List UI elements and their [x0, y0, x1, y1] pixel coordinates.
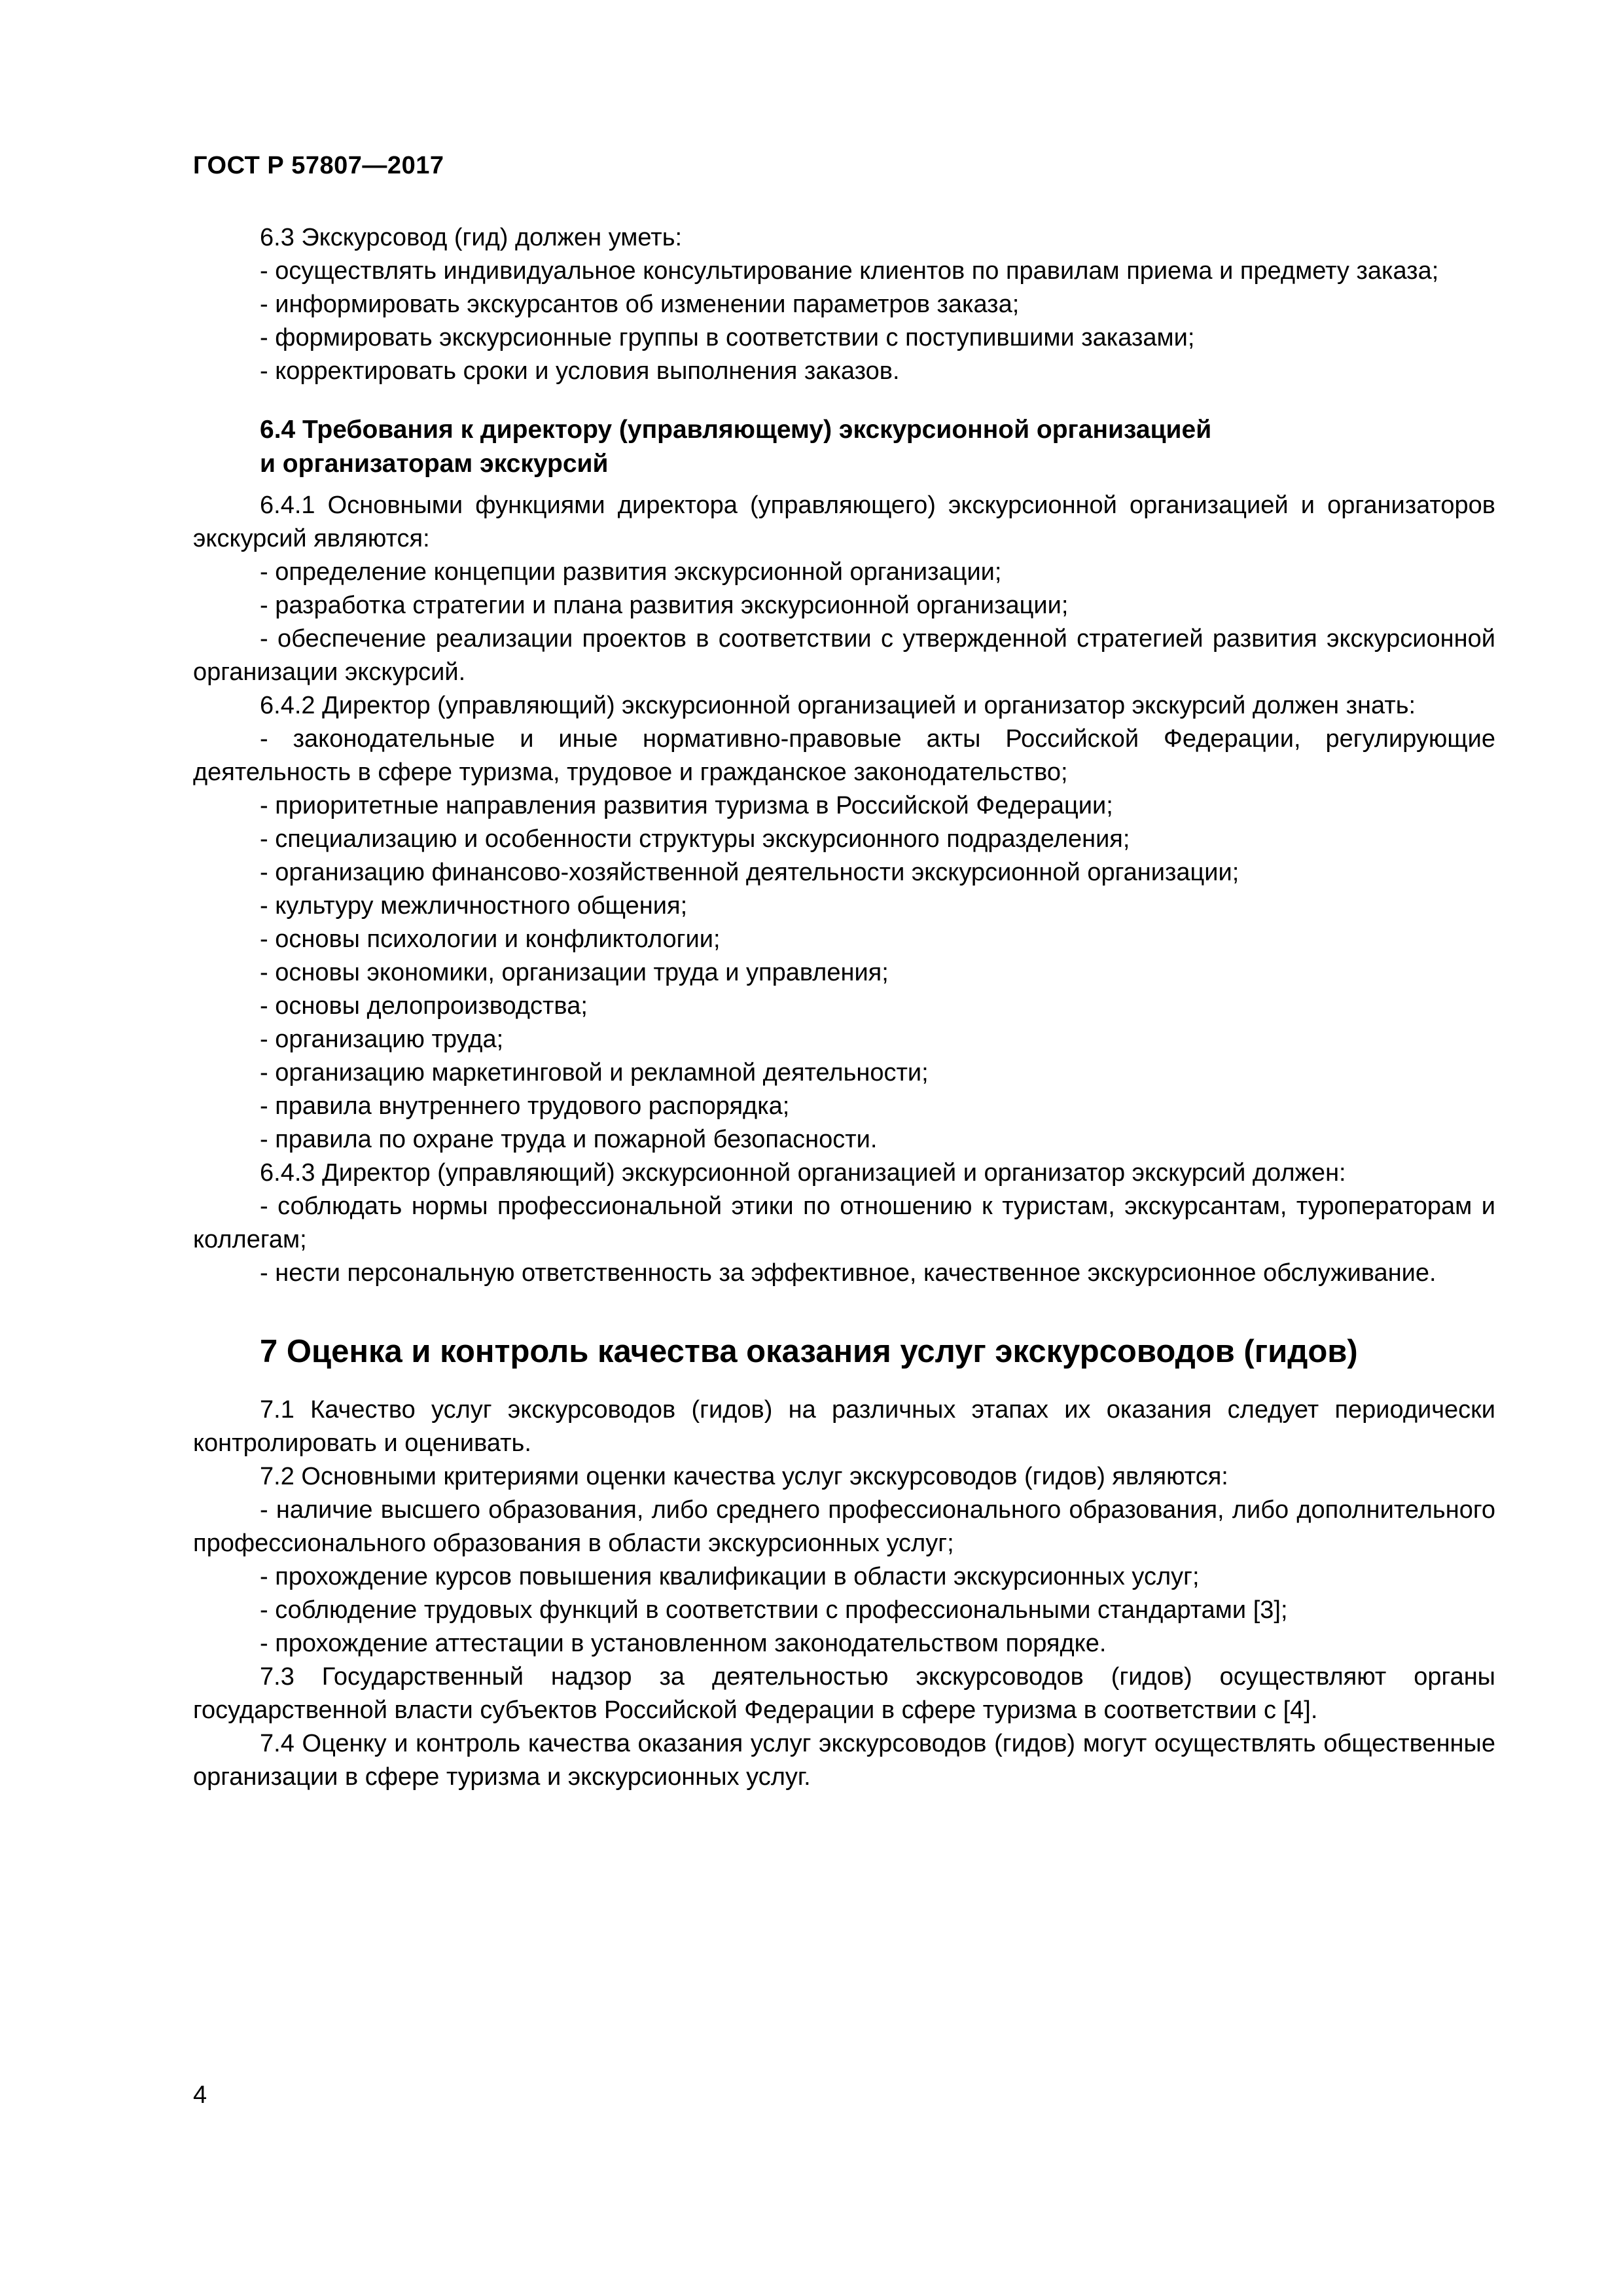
- list-item: - соблюдать нормы профессиональной этики по отношению к туристам, экскурсантам, туроператорам и коллегам;: [193, 1193, 1495, 1253]
- list-item: - корректировать сроки и условия выполнения заказов.: [260, 357, 900, 385]
- list-item: - организацию труда;: [260, 1026, 504, 1053]
- paragraph-7-2-intro: 7.2 Основными критериями оценки качества услуг экскурсоводов (гидов) являются:: [260, 1463, 1228, 1490]
- list-item: - организацию маркетинговой и рекламной деятельности;: [260, 1059, 929, 1086]
- list-item: - основы экономики, организации труда и управления;: [260, 959, 889, 986]
- list-item: - прохождение курсов повышения квалификации в области экскурсионных услуг;: [260, 1563, 1200, 1590]
- paragraph-7-4: 7.4 Оценку и контроль качества оказания услуг экскурсоводов (гидов) могут осуществлять общественные организации в сфере туризма и экскурсионных услуг.: [193, 1730, 1495, 1791]
- section-6-4-heading-line1: 6.4 Требования к директору (управляющему) экскурсионной организацией: [260, 416, 1212, 444]
- paragraph-7-1: 7.1 Качество услуг экскурсоводов (гидов) на различных этапах их оказания следует периодически контролировать и оценивать.: [193, 1396, 1495, 1457]
- list-item: - обеспечение реализации проектов в соответствии с утвержденной стратегией развития экскурсионной организации экскурсий.: [193, 625, 1495, 686]
- section-6-4-heading-line2: и организаторам экскурсий: [260, 450, 609, 478]
- list-item: - правила по охране труда и пожарной безопасности.: [260, 1126, 878, 1153]
- list-item: - осуществлять индивидуальное консультирование клиентов по правилам приема и предмету заказа;: [260, 257, 1439, 285]
- list-item: - нести персональную ответственность за эффективное, качественное экскурсионное обслуживание.: [260, 1259, 1436, 1287]
- document-body: [193, 221, 1495, 1794]
- list-item: - информировать экскурсантов об изменении параметров заказа;: [260, 291, 1020, 318]
- list-item: - правила внутреннего трудового распорядка;: [260, 1092, 790, 1120]
- list-item: - приоритетные направления развития туризма в Российской Федерации;: [260, 792, 1113, 819]
- list-item: - разработка стратегии и плана развития экскурсионной организации;: [260, 592, 1069, 619]
- paragraph-6-3-intro: 6.3 Экскурсовод (гид) должен уметь:: [260, 224, 683, 251]
- paragraph-7-3: 7.3 Государственный надзор за деятельностью экскурсоводов (гидов) осуществляют органы государственной власти субъектов Российской Федерации в сфере туризма в соответствии с [4].: [193, 1663, 1495, 1724]
- document-code-header: ГОСТ Р 57807—2017: [193, 152, 444, 179]
- list-item: - соблюдение трудовых функций в соответствии с профессиональными стандартами [3];: [260, 1596, 1288, 1624]
- list-item: - основы психологии и конфликтологии;: [260, 925, 721, 953]
- section-7-heading: 7 Оценка и контроль качества оказания услуг экскурсоводов (гидов): [260, 1334, 1358, 1369]
- list-item: - культуру межличностного общения;: [260, 892, 688, 920]
- paragraph-6-4-2-intro: 6.4.2 Директор (управляющий) экскурсионной организацией и организатор экскурсий должен знать:: [260, 692, 1416, 719]
- page-number: 4: [193, 2081, 207, 2109]
- list-item: - наличие высшего образования, либо среднего профессионального образования, либо дополнительного профессионального образования в области экскурсионных услуг;: [193, 1496, 1495, 1557]
- list-item: - прохождение аттестации в установленном законодательством порядке.: [260, 1630, 1107, 1657]
- list-item: - основы делопроизводства;: [260, 992, 588, 1020]
- list-item: - определение концепции развития экскурсионной организации;: [260, 558, 1002, 586]
- list-item: - законодательные и иные нормативно-правовые акты Российской Федерации, регулирующие деятельность в сфере туризма, трудовое и гражданское законодательство;: [193, 725, 1495, 786]
- paragraph-6-4-3-intro: 6.4.3 Директор (управляющий) экскурсионной организацией и организатор экскурсий должен:: [260, 1159, 1346, 1187]
- list-item: - формировать экскурсионные группы в соответствии с поступившими заказами;: [260, 324, 1195, 351]
- list-item: - организацию финансово-хозяйственной деятельности экскурсионной организации;: [260, 859, 1240, 886]
- list-item: - специализацию и особенности структуры экскурсионного подразделения;: [260, 825, 1130, 853]
- section-6-4-heading: [260, 413, 1495, 481]
- paragraph-6-4-1-intro: 6.4.1 Основными функциями директора (управляющего) экскурсионной организацией и организаторов экскурсий являются:: [193, 492, 1495, 552]
